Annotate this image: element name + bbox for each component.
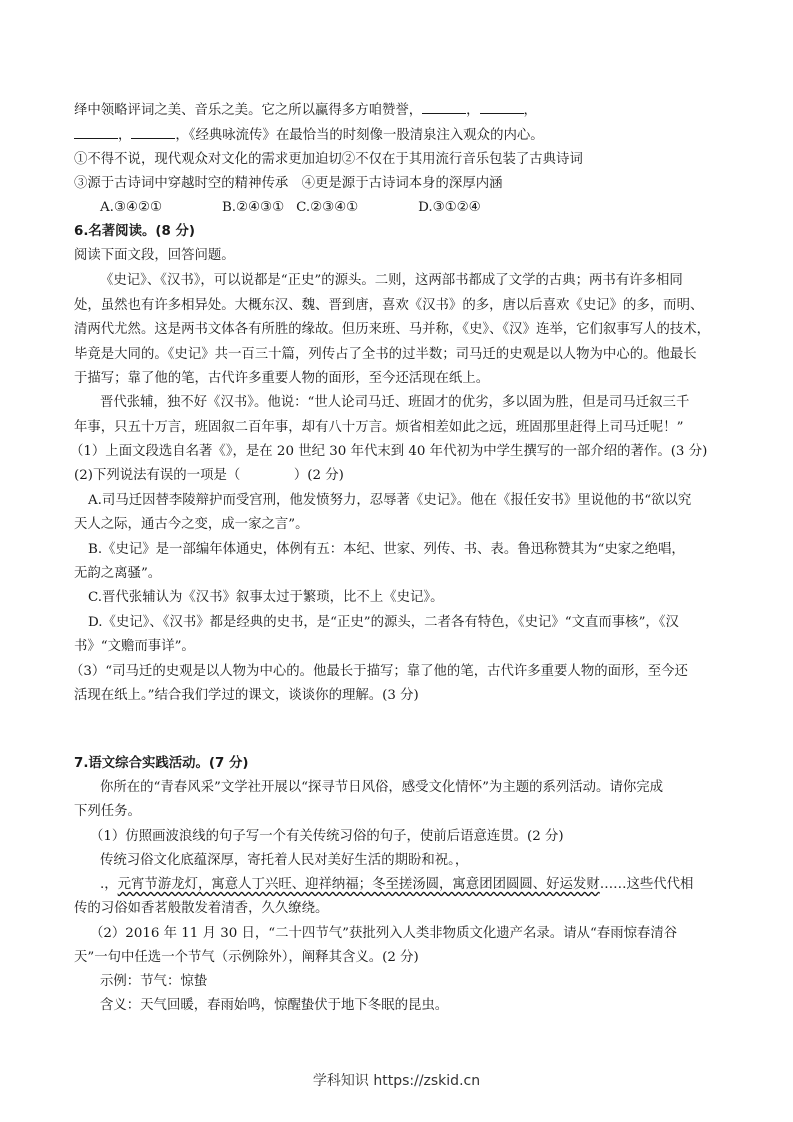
q6-passage-line: 年事，只五十万言，班固叙二百年事，却有八十万言。烦省相差如此之远，班固那里赶得上司马迁呢！”: [74, 420, 684, 435]
answer-blank: [131, 126, 175, 139]
q6-heading: 6.名著阅读。(8 分): [74, 224, 195, 239]
q6-option-b-cont: 无韵之离骚”。: [74, 566, 162, 581]
q7-task-2: （2）2016 年 11 月 30 日，“二十四节气”获批列入人类非物质文化遗产名录。请从“春雨惊春清谷: [90, 926, 678, 941]
q7-task-1: （1）仿照画波浪线的句子写一个有关传统习俗的句子，使前后语意连贯。(2 分): [90, 829, 564, 844]
q6-option-d: D.《史记》、《汉书》都是经典的史书，是“正史”的源头，二者各有特色，《史记》“文直而事核”，《汉: [88, 615, 679, 630]
q7-task-1-line-a: 传统习俗文化底蕴深厚，寄托着人民对美好生活的期盼和祝。，: [100, 853, 469, 868]
q7-task-2-cont: 天”一句中任选一个节气（示例除外），阐释其含义。(2 分): [74, 950, 419, 965]
q6-passage-line: 于描写；靠了他的笔，古代许多重要人物的面形，至今还活现在纸上。: [74, 371, 490, 386]
choice-b: B.②④③①: [221, 200, 285, 215]
choice-c: C.②③④①: [296, 200, 359, 215]
q6-subquestion-1: （1）上面文段选自名著《》，是在 20 世纪 30 年代末到 40 年代初为中学生撰写的一部介绍的著作。(3 分): [70, 444, 708, 459]
q6-option-c: C.晋代张辅认为《汉书》叙事太过于繁琐，比不上《史记》。: [88, 590, 444, 605]
q5-line1: 绎中领略评词之美、音乐之美。它之所以赢得多方咱赞誉， ， ，: [74, 103, 537, 118]
footer-watermark: 学科知识 https://zskid.cn: [312, 1073, 481, 1089]
q6-option-a: A.司马迁因替李陵辩护而受宫刑，他发愤努力，忍辱著《史记》。他在《报任安书》里说他的书“欲以究: [88, 493, 692, 508]
q6-passage-line: 《史记》、《汉书》，可以说都是“正史”的源头。二则，这两部书都成了文学的古典；两书有许多相同: [100, 273, 683, 288]
q6-passage-line: 清两代尤然。这是两书文体各有所胜的缘故。但历来班、马并称，《史》、《汉》连举，它们叙事写人的技术，: [74, 322, 711, 337]
q7-intro: 你所在的“青春风采”文学社开展以“探寻节日风俗，感受文化情怀”为主题的系列活动。请你完成: [100, 780, 664, 795]
q6-passage-line: 毕竟是大同的。《史记》共一百三十篇，列传占了全书的过半数；司马迁的史观是以人物为中心的。他最长: [74, 347, 697, 362]
q6-option-a-cont: 天人之际，通古今之变，成一家之言”。: [74, 517, 309, 532]
q7-meaning: 含义：天气回暖，春雨始鸣，惊醒蛰伏于地下冬眠的昆虫。: [100, 998, 449, 1013]
q6-option-d-cont: 书》“文赡而事详”。: [74, 639, 195, 654]
q7-intro-cont: 下列任务。: [74, 804, 141, 819]
q6-passage-line: 晋代张辅，独不好《汉书》。他说：“世人论司马迁、班固才的优劣，多以固为胜，但是司马迁叙三千: [100, 395, 690, 410]
q7-example: 示例：节气：惊蛰: [100, 974, 208, 989]
q6-subquestion-3-cont: 活现在纸上。”结合我们学过的课文，谈谈你的理解。(3 分): [74, 688, 419, 703]
q5-line2: ， ，《经典咏流传》在最恰当的时刻像一股清泉注入观众的内心。: [74, 126, 544, 145]
answer-blank: [422, 101, 466, 114]
q6-subquestion-3: （3）“司马迁的史观是以人物为中心的。他最长于描写；靠了他的笔，古代许多重要人物的面形，至今还: [70, 664, 688, 679]
q7-task-1-line-b: .，元宵节游龙灯，寓意人丁兴旺、迎祥纳福；冬至搓汤圆，寓意团团圆圆、好运发财……这些代代相: [100, 877, 694, 892]
answer-blank: [480, 101, 524, 114]
q5-choices: [100, 199, 481, 217]
q7-heading: 7.语文综合实践活动。(7 分): [74, 756, 249, 771]
choice-d: D.③①②④: [418, 200, 481, 215]
q7-task-1-line-c: 传的习俗如香茗般散发着清香，久久缭绕。: [74, 901, 329, 916]
q5-option-line1: ①不得不说，现代观众对文化的需求更加迫切②不仅在于其用流行音乐包装了古典诗词: [74, 152, 583, 167]
q6-option-b: B.《史记》是一部编年体通史，体例有五：本纪、世家、列传、书、表。鲁迅称赞其为“史家之绝唱，: [88, 542, 685, 557]
q6-intro: 阅读下面文段，回答问题。: [74, 248, 235, 263]
choice-a: A.③④②①: [100, 200, 162, 215]
q6-passage-line: 处，虽然也有许多相异处。大概东汉、魏、晋到唐，喜欢《汉书》的多，唐以后喜欢《史记》的多，而明、: [74, 298, 704, 313]
q6-subquestion-2: (2)下列说法有误的一项是（ ）(2 分): [74, 468, 344, 483]
wavy-underlined-sentence: 元宵节游龙灯，寓意人丁兴旺、迎祥纳福；冬至搓汤圆，寓意团团圆圆、好运发财: [117, 877, 600, 892]
answer-blank: [74, 126, 118, 139]
q5-option-line2: ③源于古诗词中穿越时空的精神传承 ④更是源于古诗词本身的深厚内涵: [74, 176, 503, 191]
